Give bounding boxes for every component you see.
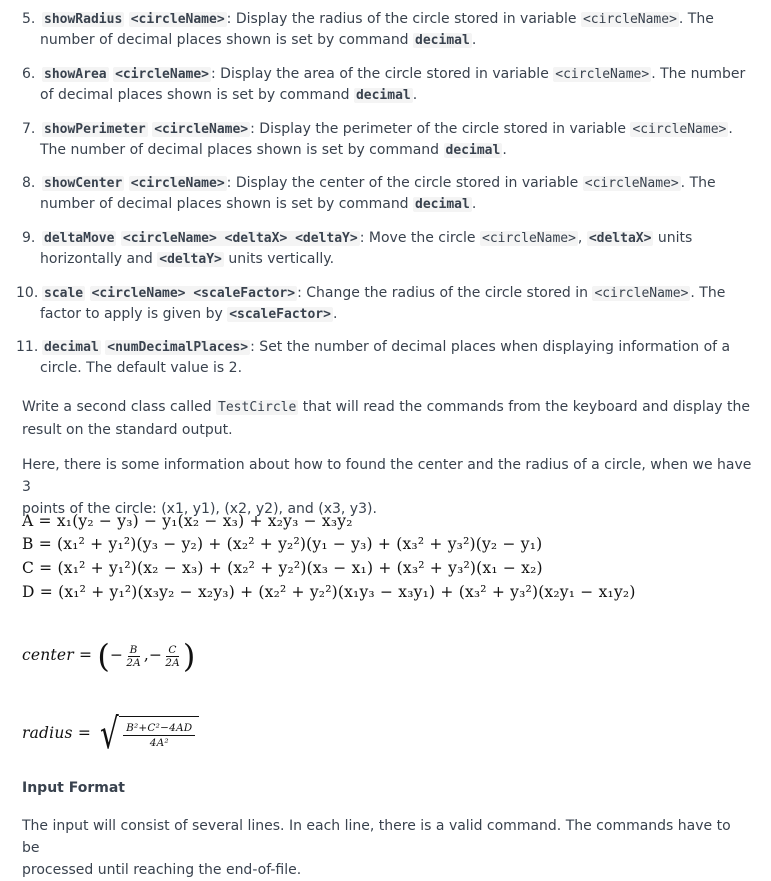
separator: : [226, 11, 232, 27]
item-number: 5. [22, 11, 36, 27]
description: . [471, 196, 477, 212]
input-format-heading: Input Format [22, 780, 125, 796]
minus-sign: − [149, 646, 163, 664]
denominator: 2A [165, 656, 180, 669]
description: . [502, 142, 507, 158]
command-item-8 [22, 173, 752, 215]
denominator: 4A² [149, 737, 169, 749]
description: Display the radius of the circle stored in variable [231, 11, 581, 27]
description: horizontally and [40, 251, 158, 267]
paragraph-info [22, 454, 752, 520]
command-item-7 [22, 119, 752, 161]
inline-code: <circleName> [584, 176, 679, 191]
fraction-b-over-2a [124, 644, 143, 669]
command-item-5 [22, 9, 752, 51]
description: Move the circle [364, 230, 480, 246]
separator: : [297, 285, 302, 301]
description: . The [678, 11, 714, 27]
inline-code: TestCircle [218, 400, 297, 415]
command-args: <circleName> <deltaX> <deltaY> [122, 231, 358, 246]
command-name: showRadius [44, 12, 123, 27]
description: Change the radius of the circle stored in [301, 285, 593, 301]
command-name: showPerimeter [44, 122, 146, 137]
close-paren: ) [182, 637, 196, 675]
item-number: 6. [22, 66, 36, 82]
description: . [412, 87, 418, 103]
description: . [728, 121, 733, 137]
command-name: deltaMove [44, 231, 115, 246]
separator: : [250, 121, 255, 137]
equals-sign: = [77, 724, 91, 742]
command-args: <circleName> [154, 122, 249, 137]
description: circle. The default value is 2. [40, 360, 243, 376]
command-args: <circleName> [130, 176, 225, 191]
radius-label: radius [22, 724, 73, 742]
description: , [577, 230, 587, 246]
description: . The [680, 175, 716, 191]
description: . [471, 32, 477, 48]
description: . The number [651, 66, 746, 82]
minus-sign: − [110, 646, 124, 664]
command-args: <circleName> [130, 12, 225, 27]
description: units vertically. [223, 251, 335, 267]
text: The input will consist of several lines. In each line, there is a valid command. The commands have to be [22, 818, 731, 856]
inline-code: <deltaX> [588, 231, 652, 246]
command-name: decimal [44, 340, 99, 355]
text: that will read the commands from the keyboard and display the [298, 399, 751, 415]
description: . [332, 306, 338, 322]
formula-b: B = (x₁² + y₁²)(y₃ − y₂) + (x₂² + y₂²)(y₁ − y₃) + (x₃² + y₃²)(y₂ − y₁) [22, 535, 543, 553]
command-item-6 [22, 64, 752, 106]
sqrt-icon: √ [100, 709, 120, 758]
item-number: 10. [16, 285, 39, 301]
open-paren: ( [97, 637, 111, 675]
center-label: center [22, 646, 74, 664]
formula-c: C = (x₁² + y₁²)(x₂ − x₃) + (x₂² + y₂²)(x₃ − x₁) + (x₃² + y₃²)(x₁ − x₂) [22, 559, 543, 577]
input-format-text [22, 815, 752, 881]
item-number: 9. [22, 230, 36, 246]
command-args: <circleName> <scaleFactor> [91, 286, 296, 301]
description: Display the area of the circle stored in variable [215, 66, 554, 82]
sqrt-fraction [119, 716, 199, 756]
inline-code: <circleName> [555, 67, 650, 82]
command-args: <numDecimalPlaces> [107, 340, 249, 355]
paragraph-test-circle [22, 396, 752, 441]
text: processed until reaching the end-of-file. [22, 862, 302, 878]
command-item-9 [22, 228, 752, 270]
description: Display the center of the circle stored in variable [231, 175, 583, 191]
numerator: C [168, 643, 177, 656]
text: points of the circle: (x1, y1), (x2, y2), and (x3, y3). [22, 501, 377, 517]
text: Write a second class called [22, 399, 217, 415]
command-name: scale [44, 286, 84, 301]
square-root [96, 709, 199, 758]
inline-code: decimal [415, 197, 470, 212]
comma: , [143, 646, 150, 664]
inline-code: <scaleFactor> [229, 307, 331, 322]
item-number: 7. [22, 121, 36, 137]
inline-code: <deltaY> [159, 252, 222, 267]
radius-formula [22, 709, 199, 758]
inline-code: <circleName> [594, 286, 689, 301]
center-formula [22, 637, 196, 675]
item-number: 8. [22, 175, 36, 191]
inline-code: decimal [445, 143, 501, 158]
inline-code: <circleName> [482, 231, 576, 246]
command-item-10 [16, 283, 746, 325]
inline-code: decimal [355, 88, 411, 103]
command-args: <circleName> [115, 67, 209, 82]
description: number of decimal places shown is set by command [40, 196, 414, 212]
description: The number of decimal places shown is set by command [40, 142, 444, 158]
text: Here, there is some information about how to found the center and the radius of a circle, when we have 3 [22, 457, 752, 495]
description: units [653, 230, 693, 246]
description: Set the number of decimal places when displaying information of a [254, 339, 731, 355]
fraction-c-over-2a [163, 644, 182, 669]
command-item-11 [16, 337, 746, 378]
separator: : [250, 339, 255, 355]
description: factor to apply is given by [40, 306, 228, 322]
description: of decimal places shown is set by command [40, 87, 354, 103]
command-name: showArea [44, 67, 107, 82]
numerator: B²+C²−4AD [123, 721, 195, 736]
text: result on the standard output. [22, 422, 233, 438]
inline-code: <circleName> [632, 122, 727, 137]
separator: : [359, 230, 365, 246]
description: . The [690, 285, 726, 301]
inline-code: <circleName> [582, 12, 677, 27]
numerator: B [129, 643, 138, 656]
item-number: 11. [16, 339, 39, 355]
inline-code: decimal [415, 33, 470, 48]
denominator: 2A [126, 656, 141, 669]
equals-sign: = [79, 646, 93, 664]
description: Display the perimeter of the circle stored in variable [254, 121, 631, 137]
description: number of decimal places shown is set by command [40, 32, 414, 48]
formula-a: A = x₁(y₂ − y₃) − y₁(x₂ − x₃) + x₂y₃ − x₃y₂ [22, 512, 353, 530]
command-name: showCenter [44, 176, 123, 191]
separator: : [226, 175, 232, 191]
separator: : [211, 66, 216, 82]
formula-d: D = (x₁² + y₁²)(x₃y₂ − x₂y₃) + (x₂² + y₂²)(x₁y₃ − x₃y₁) + (x₃² + y₃²)(x₂y₁ − x₁y₂) [22, 583, 636, 601]
